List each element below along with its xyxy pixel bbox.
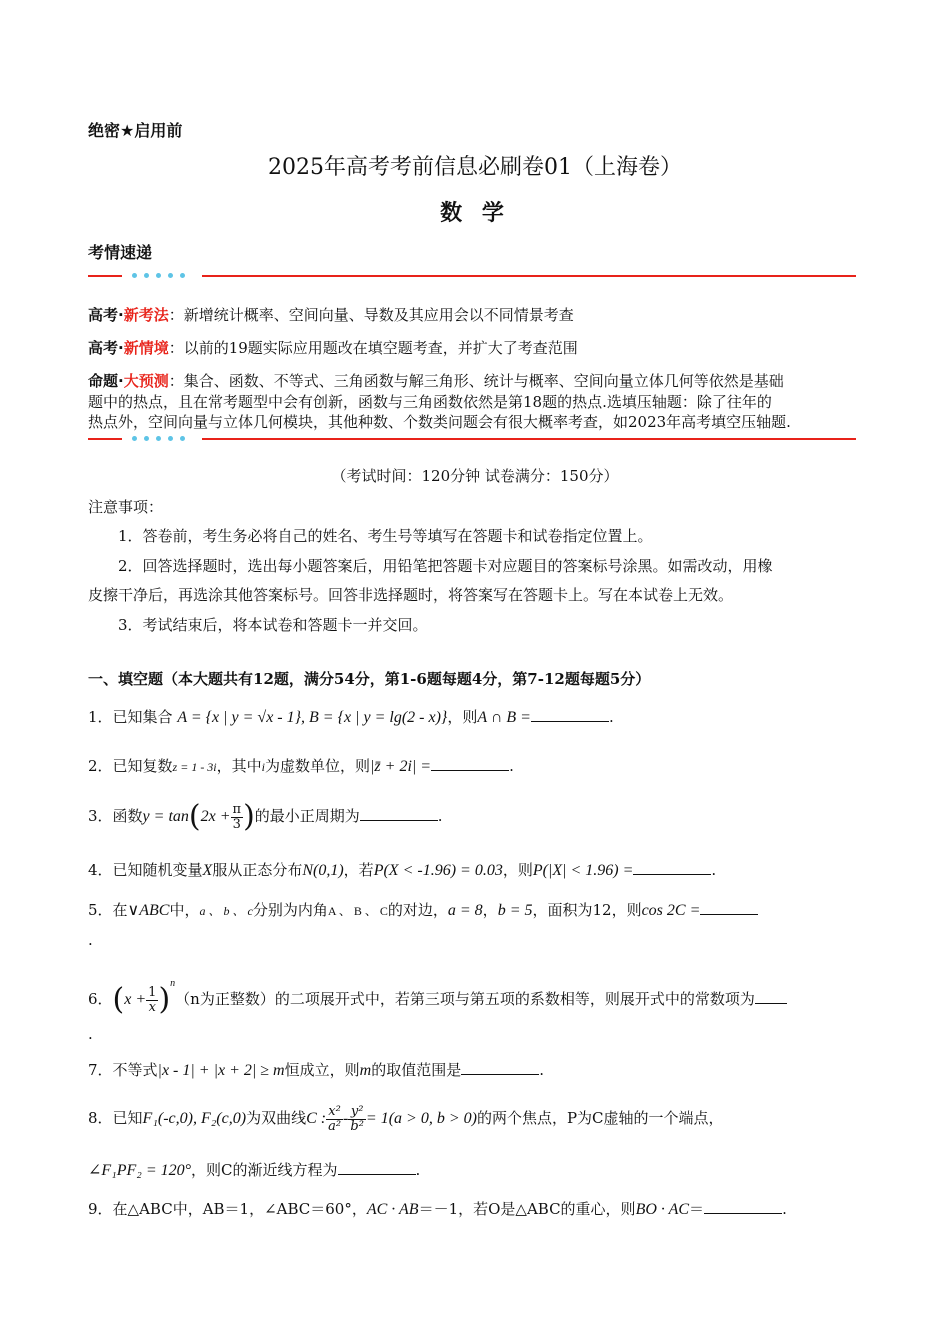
- question-3: 3．函数y = tan(2x + $\frac{\pi}{3}$ )的最小正周期为 .: [88, 799, 443, 834]
- answer-blank-3: [360, 804, 438, 821]
- answer-blank-2: [431, 754, 509, 771]
- exam-info: （考试时间：120分钟 试卷满分：150分）: [331, 467, 619, 485]
- secret-label: 绝密★启用前: [88, 121, 183, 140]
- divider-bottom-right: [202, 438, 856, 440]
- notice-item-2-line-2: 皮擦干净后，再选涂其他答案标号。回答非选择题时，将答案写在答题卡上。写在本试卷上无效。: [88, 586, 734, 604]
- answer-blank-7: [461, 1058, 539, 1075]
- divider-top-right: [202, 275, 856, 277]
- section-1-heading: 一、填空题（本大题共有12题，满分54分，第1-6题每题4分，第7-12题每题5分）: [88, 670, 651, 688]
- forecast-line-3: 热点外，空间向量与立体几何模块，其他种数、个数类问题会有很大概率考查，如2023年高考填空压轴题.: [88, 413, 791, 431]
- new-method-line: 高考·新考法：新增统计概率、空间向量、导数及其应用会以不同情景考查: [88, 306, 574, 324]
- answer-blank-1: [531, 705, 609, 722]
- question-7: 7．不等式|x - 1| + |x + 2| ≥ m恒成立，则m的取值范围是 .: [88, 1058, 544, 1081]
- new-context-line: 高考·新情境：以前的19题实际应用题改在填空题考查，并扩大了考查范围: [88, 339, 578, 357]
- question-6-period: .: [88, 1025, 93, 1043]
- set-a-expr: A = {x | y = √x - 1}: [177, 709, 302, 726]
- question-5: 5．在∨ABC中，a 、 b 、 c分别为内角A 、 B 、 C的对边，a = 8，b = 5，面积为12，则cos 2C =: [88, 898, 758, 921]
- answer-blank-6: [755, 987, 787, 1004]
- divider-top-left: [88, 275, 122, 277]
- divider-bottom-dots: [132, 436, 185, 441]
- forecast-line-2: 题中的热点，且在常考题型中会有创新，函数与三角函数依然是第18题的热点.选填压轴题：除了往年的: [88, 393, 772, 411]
- notice-item-2-line-1: 2．回答选择题时，选出每小题答案后，用铅笔把答题卡对应题目的答案标号涂黑。如需改动，用橡: [118, 557, 773, 575]
- question-8-line-2: ∠F₁PF₂ = 120°，则C的渐近线方程为 .: [88, 1158, 420, 1181]
- answer-blank-4: [633, 858, 711, 875]
- notice-item-3: 3．考试结束后，将本试卷和答题卡一并交回。: [118, 616, 428, 634]
- notice-item-1: 1．答卷前，考生务必将自己的姓名、考生号等填写在答题卡和试卷指定位置上。: [118, 527, 653, 545]
- forecast-line-1: 命题·大预测：集合、函数、不等式、三角函数与解三角形、统计与概率、空间向量立体几何等依然是基础: [88, 372, 784, 390]
- divider-bottom-left: [88, 438, 122, 440]
- question-8: 8．已知F₁(-c,0), F₂(c,0)为双曲线C : $\frac{\text{x²}}{\text{a²}}$ - $\frac{\text{y²}}{\text{b²}}$ = 1(a > 0, b > 0)的两个焦点，P为C虚轴的一个端点，: [88, 1103, 724, 1134]
- exam-title: 2025年高考考前信息必刷卷01（上海卷）: [268, 155, 682, 180]
- question-6: 6．(x + $\frac{1}{x}$ )$^n$（n为正整数）的二项展开式中，若第三项与第五项的系数相等，则展开式中的常数项为: [88, 962, 787, 1006]
- divider-top-dots: [132, 273, 185, 278]
- set-b-expr: , B = {x | y = lg(2 - x)}: [301, 709, 448, 726]
- subject-title: 数 学: [440, 200, 510, 226]
- question-1: 1．已知集合 A = {x | y = √x - 1}, B = {x | y = lg(2 - x)}，则A ∩ B = .: [88, 705, 614, 728]
- answer-blank-5: [700, 898, 758, 915]
- answer-blank-9: [704, 1197, 782, 1214]
- question-9: 9．在△ABC中，AB＝1，∠ABC＝60°，AC · AB＝－1，若O是△ABC的重心，则BO · AC＝ .: [88, 1197, 787, 1220]
- question-2: 2．已知复数z = 1 - 3i，其中i为虚数单位，则|z̄ + 2i| = .: [88, 754, 514, 777]
- question-4: 4．已知随机变量X服从正态分布N(0,1)，若P(X < -1.96) = 0.03，则P(|X| < 1.96) = .: [88, 858, 716, 881]
- notice-heading: 注意事项：: [88, 498, 164, 516]
- answer-blank-8: [338, 1158, 416, 1175]
- question-5-period: .: [88, 931, 93, 949]
- intel-heading: 考情速递: [88, 243, 153, 262]
